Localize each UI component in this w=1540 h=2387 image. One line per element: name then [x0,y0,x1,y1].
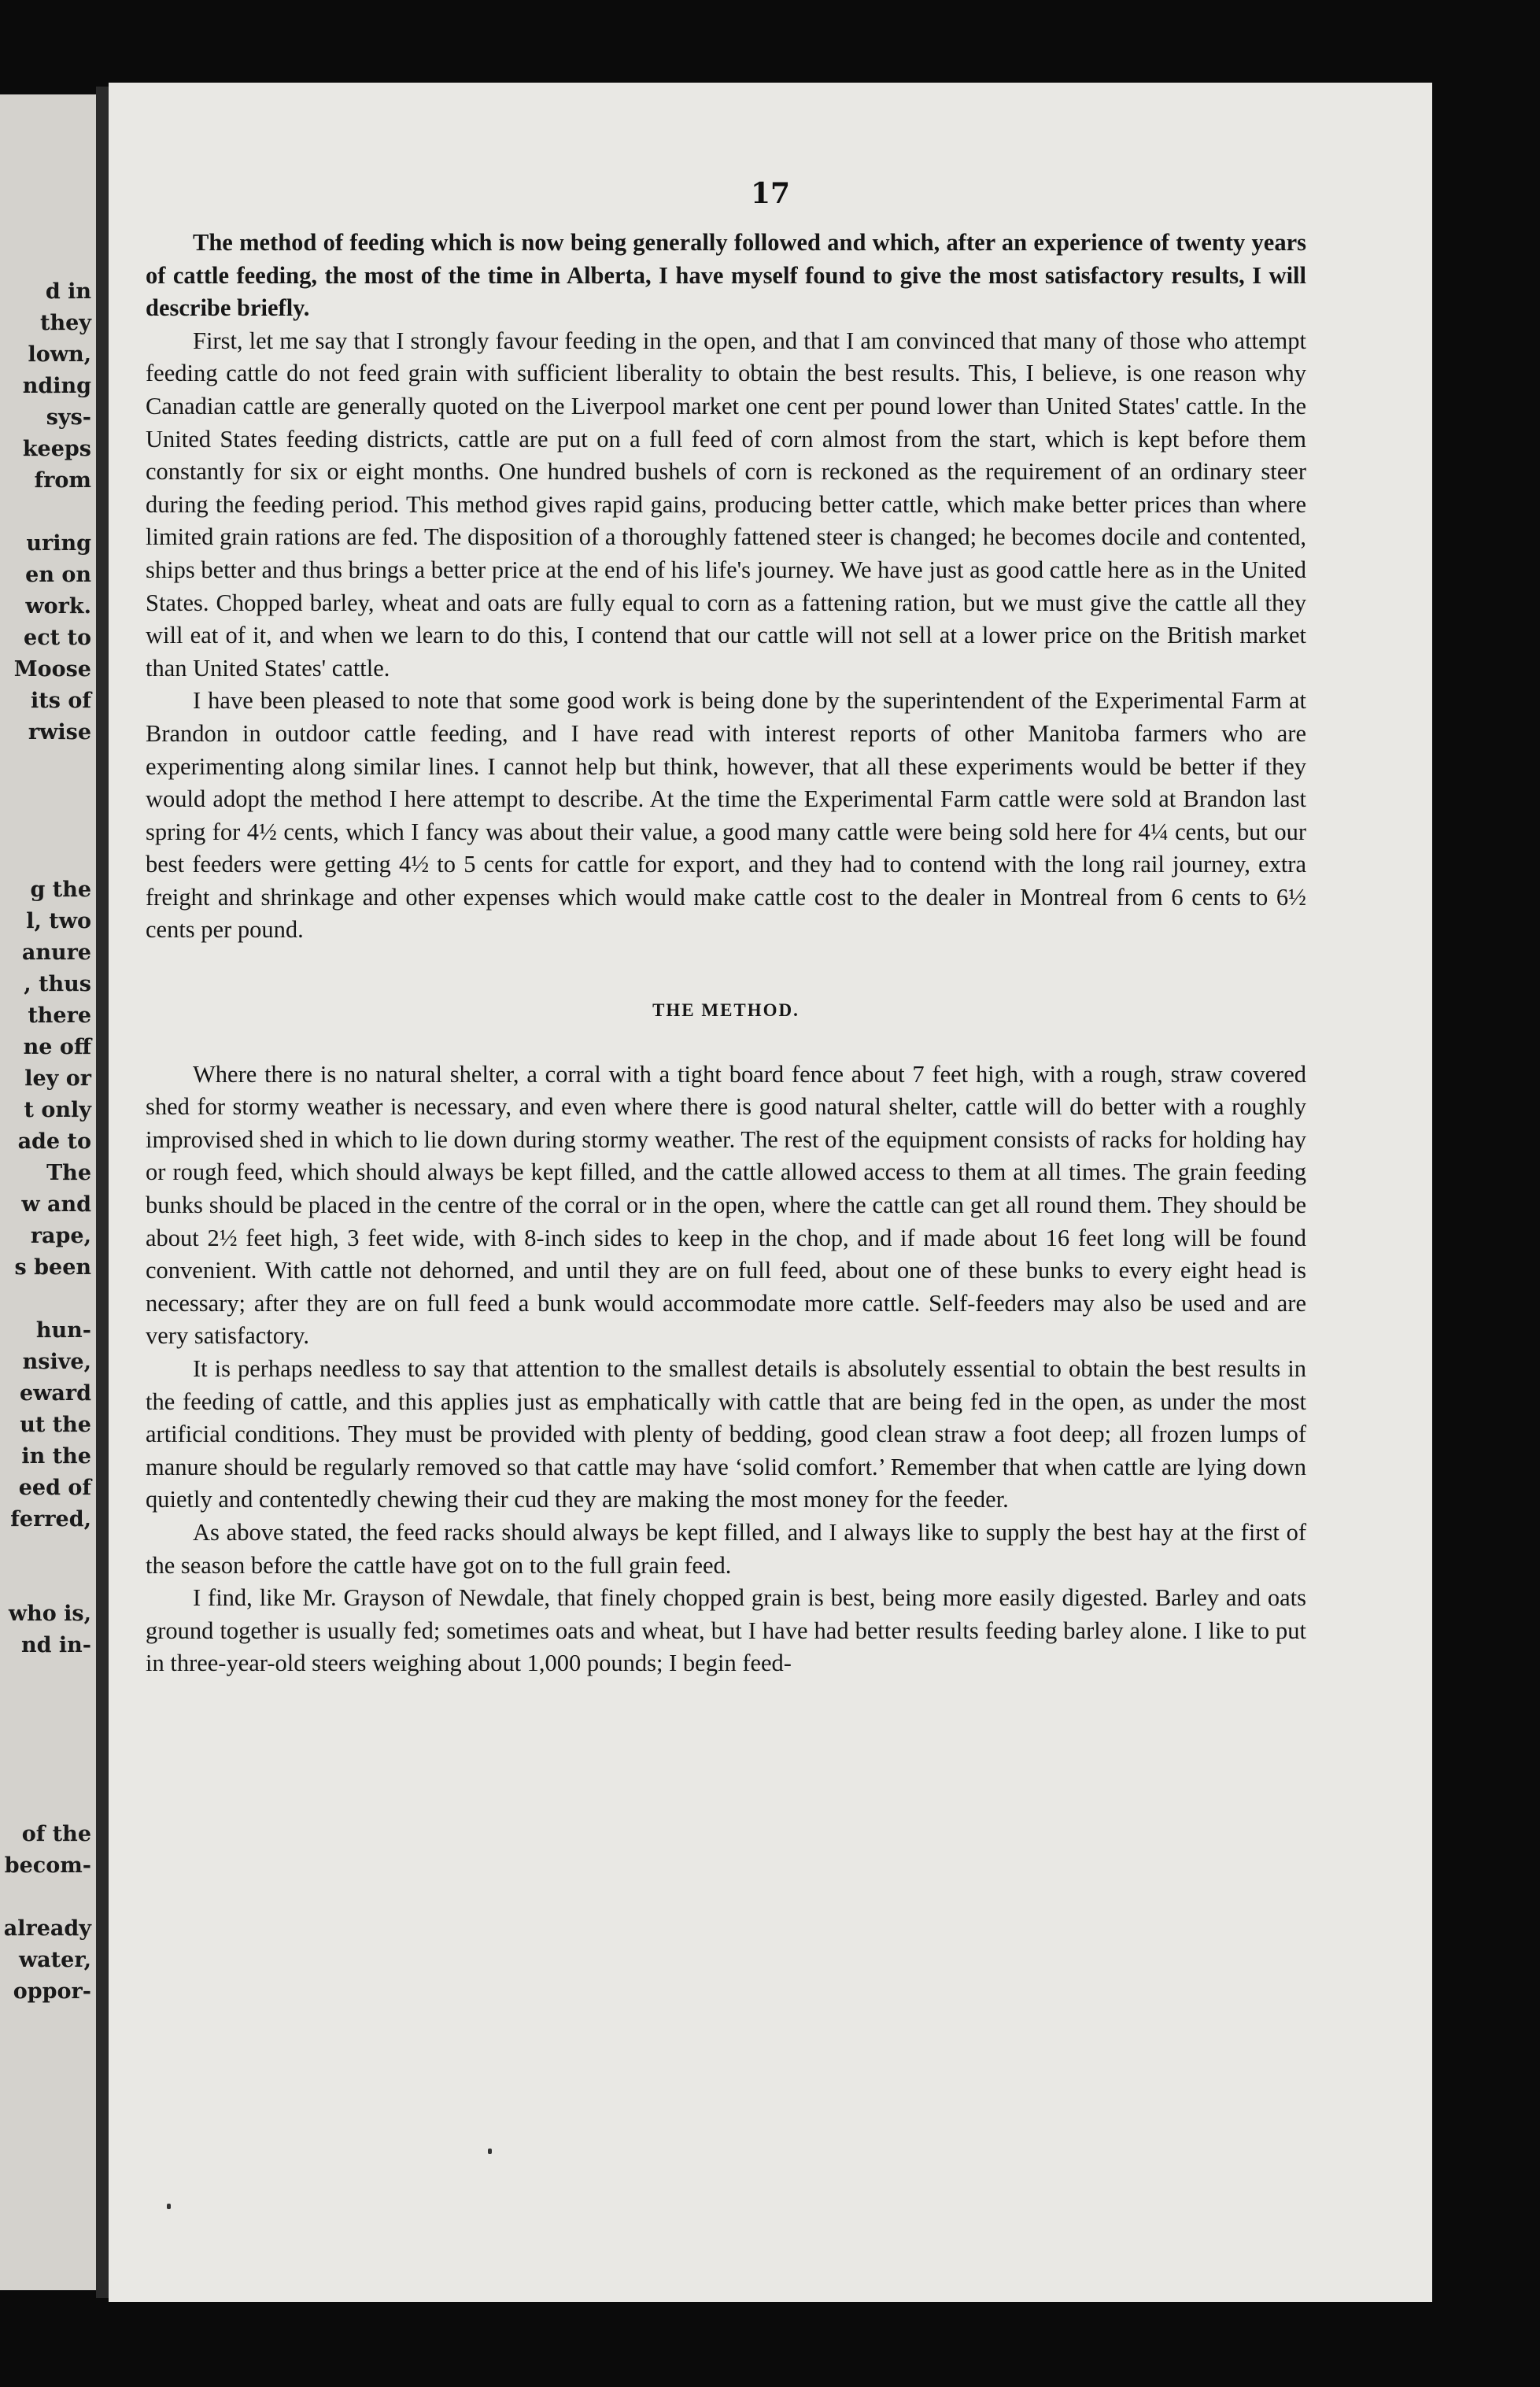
left-page-line: its of [31,689,91,713]
document-page [109,83,1432,2302]
left-page-line: nding [22,374,91,398]
paragraph: The method of feeding which is now being generally followed and which, after an experience of twenty years of cattle feeding, the most of the time in Alberta, I have myself found to give the most satisfactory results, I will describe briefly. [146,229,1306,322]
paragraph: I have been pleased to note that some good work is being done by the superintendent of the Experimental Farm at Brandon in outdoor cattle feeding, and I have read with interest reports of other Manitoba farmers who are experimenting along similar lines. I cannot help but think, however, that all these experiments would be better if they would adopt the method I here attempt to describe. At the time the Experimental Farm cattle were sold at Brandon last spring for 4½ cents, which I fancy was about their value, a good many cattle were being sold here for 4¼ cents, but our best feeders were getting 4½ to 5 cents for cattle for export, and they had to contend with the long rail journey, extra freight and shrinkage and other expenses which would make cattle cost to the dealer in Montreal from 6 cents to 6½ cents per pound. [146,687,1306,944]
left-page-line: w and [21,1192,91,1217]
left-page-line: they [40,311,91,335]
paragraph: First, let me say that I strongly favour feeding in the open, and that I am convinced that many of those who attempt feeding cattle do not feed grain with sufficient liberality to obtain the best results. This, I believe, is one reason why Canadian cattle are generally quoted on the Liverpool market one cent per pound lower than United States' cattle. In the United States feeding districts, cattle are put on a full feed of corn almost from the start, which is kept before them constantly for six or eight months. One hundred bushels of corn is reckoned as the requirement of an ordinary steer during the feeding period. This method gives rapid gains, producing better cattle, which make better prices than where limited grain rations are fed. The disposition of a thoroughly fattened steer is changed; he becomes docile and contented, ships better and thus brings a better price at the end of his life's journey. We have just as good cattle here as in the United States. Chopped barley, wheat and oats are fully equal to corn as a fattening ration, but we must give the cattle all they will eat of it, and when we learn to do this, I contend that our cattle will not sell at a lower price on the British market than United States' cattle. [146,327,1306,682]
left-page-line: g the [30,878,91,902]
paragraph: I find, like Mr. Grayson of Newdale, that finely chopped grain is best, being more easily digested. Barley and oats ground together is usually fed; sometimes oats and wheat, but I have had better results feeding barley alone. I like to put in three-year-old steers weighing about 1,000 pounds; I begin feed- [146,1584,1306,1677]
left-page-line: en on [25,563,91,587]
left-page-line: ect to [24,626,91,650]
left-page-line: s been [14,1255,91,1280]
left-page-line: The [46,1161,91,1185]
left-page-line: nd in- [20,1633,91,1657]
adjacent-page-fragment [0,94,96,2290]
left-page-line: Moose [13,657,91,682]
ink-speck [167,2204,171,2209]
left-page-line: ne off [23,1035,91,1059]
left-page-line: rwise [28,720,91,745]
left-page-line: ferred, [10,1507,91,1532]
ink-speck [488,2149,492,2154]
left-page-line: d in [45,279,91,304]
paragraph: As above stated, the feed racks should always be kept filled, and I always like to supply the best hay at the first of the season before the cattle have got on to the full grain feed. [146,1518,1306,1579]
left-page-line: uring [26,531,91,556]
left-page-line: lown, [28,342,91,367]
left-page-line: in the [21,1444,91,1469]
left-page-line: rape, [30,1224,91,1248]
paragraph: It is perhaps needless to say that attention to the smallest details is absolutely essential to obtain the best results in the feeding of cattle, and this applies just as emphatically with cattle that are being fed in the open, as under the most artificial conditions. They must be provided with plenty of bedding, good clean straw a foot deep; all frozen lumps of manure should be regularly removed so that cattle may have ‘solid comfort.’ Remember that when cattle are lying down quietly and contentedly chewing their cud they are making the most money for the feeder. [146,1355,1306,1513]
left-page-line: anure [21,940,91,965]
left-page-line: work. [25,594,91,619]
paragraph: Where there is no natural shelter, a corral with a tight board fence about 7 feet high, with a rough, straw covered shed for stormy weather is necessary, and even where there is good natural shelter, cattle will do better with a roughly improvised shed in which to lie down during stormy weather. The rest of the equipment consists of racks for holding hay or rough feed, which should always be kept filled, and the cattle allowed access to them at all times. The grain feeding bunks should be placed in the centre of the corral or in the open, where the cattle can get all round them. They should be about 2½ feet high, 3 feet wide, with 8-inch sides to keep in the chop, and if made about 16 feet long will be found convenient. With cattle not dehorned, and until they are on full feed, about one of these bunks to every eight head is necessary; after they are on full feed a bunk would accommodate more cattle. Self-feeders may also be used and are very satisfactory. [146,1060,1306,1350]
left-page-line: , thus [24,972,91,996]
left-page-line: oppor- [13,1979,91,2004]
left-page-line: from [34,468,91,493]
left-page-line: l, two [26,909,91,933]
left-page-line: ut the [20,1413,91,1437]
section-heading: THE METHOD. [652,1000,800,1021]
left-page-line: keeps [22,437,91,461]
page-gutter [96,87,109,2298]
left-page-line: there [28,1003,91,1028]
left-page-line: hun- [35,1318,91,1343]
left-page-line: already [3,1916,91,1941]
left-page-line: of the [21,1822,91,1846]
left-page-line: sys- [46,405,91,430]
left-page-line: eed of [18,1476,91,1500]
paragraphs-bottom [146,1059,1306,1680]
left-page-line: who is, [8,1602,91,1626]
left-page-line: t only [24,1098,91,1122]
paragraphs-top [146,227,1306,947]
left-page-line: nsive, [22,1350,91,1374]
body-text [146,227,1306,1680]
left-page-line: ley or [24,1066,91,1091]
left-page-line: ade to [17,1129,91,1154]
left-page-line: becom- [4,1853,91,1878]
page-number: 17 [750,177,791,210]
left-page-line: water, [18,1948,91,1972]
left-page-line: eward [19,1381,91,1406]
